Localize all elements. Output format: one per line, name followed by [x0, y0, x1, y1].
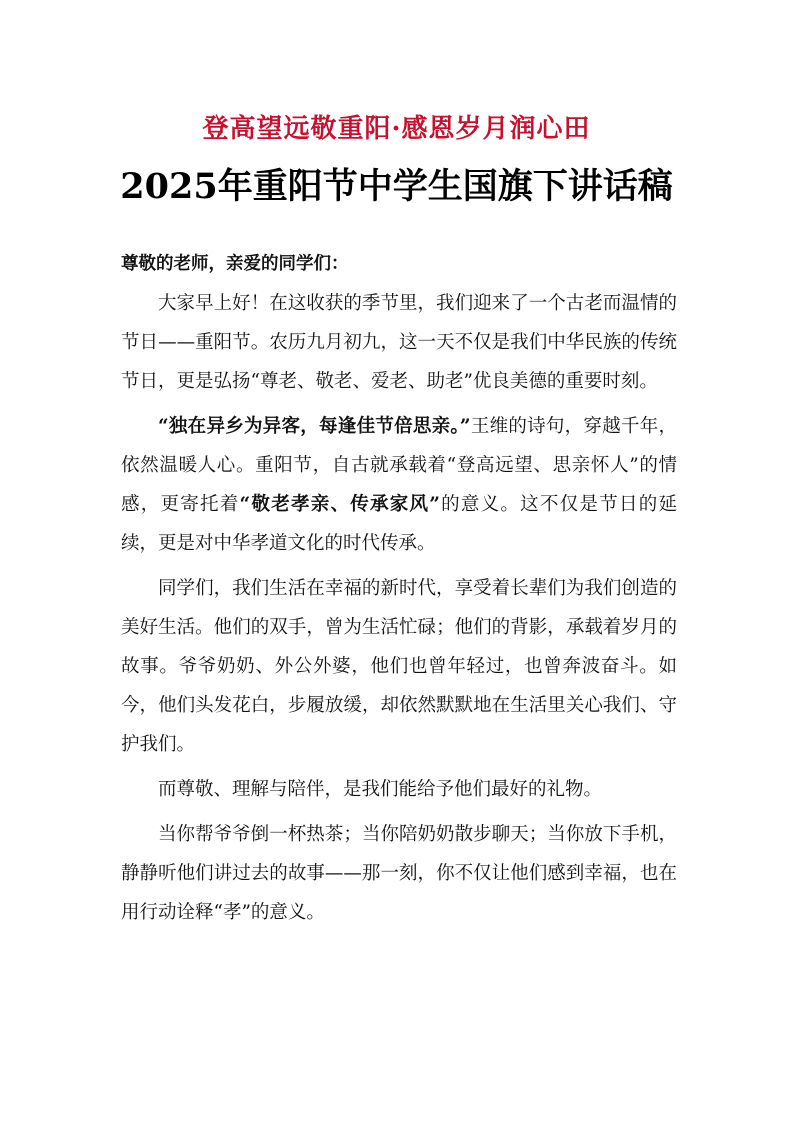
- document-title: 2025年重阳节中学生国旗下讲话稿: [120, 166, 673, 207]
- paragraph-1: 大家早上好！在这收获的季节里，我们迎来了一个古老而温情的节日——重阳节。农历九月初九，这一天不仅是我们中华民族的传统节日，更是弘扬“尊老、敬老、爱老、助老”优良美德的重要时刻。: [121, 293, 677, 392]
- salutation: 尊敬的老师，亲爱的同学们：: [121, 254, 349, 274]
- paragraph-2-text-a: 王维的诗句，穿越千年，依然温暖人心。重阳节，自古就承载着“登高远望、思亲怀人”的情感，更寄托着: [121, 416, 677, 515]
- document-subtitle: 登高望远敬重阳·感恩岁月润心田: [202, 114, 591, 144]
- paragraph-2: [121, 407, 677, 563]
- paragraph-5: 当你帮爷爷倒一杯热茶；当你陪奶奶散步聊天；当你放下手机，静静听他们讲过去的故事——那一刻，你不仅让他们感到幸福，也在用行动诠释“孝”的意义。: [121, 824, 677, 923]
- emphasis-phrase: “敬老孝亲、传承家风”: [239, 494, 440, 515]
- poem-quote: “独在异乡为异客，每逢佳节倍思亲。”: [158, 416, 471, 437]
- paragraph-2-text-b: 的意义。这不仅是节日的延续，更是对中华孝道文化的时代传承。: [121, 494, 677, 554]
- paragraph-3: 同学们，我们生活在幸福的新时代，享受着长辈们为我们创造的美好生活。他们的双手，曾为生活忙碌；他们的背影，承载着岁月的故事。爷爷奶奶、外公外婆，他们也曾年轻过，也曾奔波奋斗。如今，他们头发花白，步履放缓，却依然默默地在生活里关心我们、守护我们。: [121, 578, 677, 755]
- document-body: [121, 245, 677, 938]
- paragraph-4: 而尊敬、理解与陪伴，是我们能给予他们最好的礼物。: [158, 779, 603, 800]
